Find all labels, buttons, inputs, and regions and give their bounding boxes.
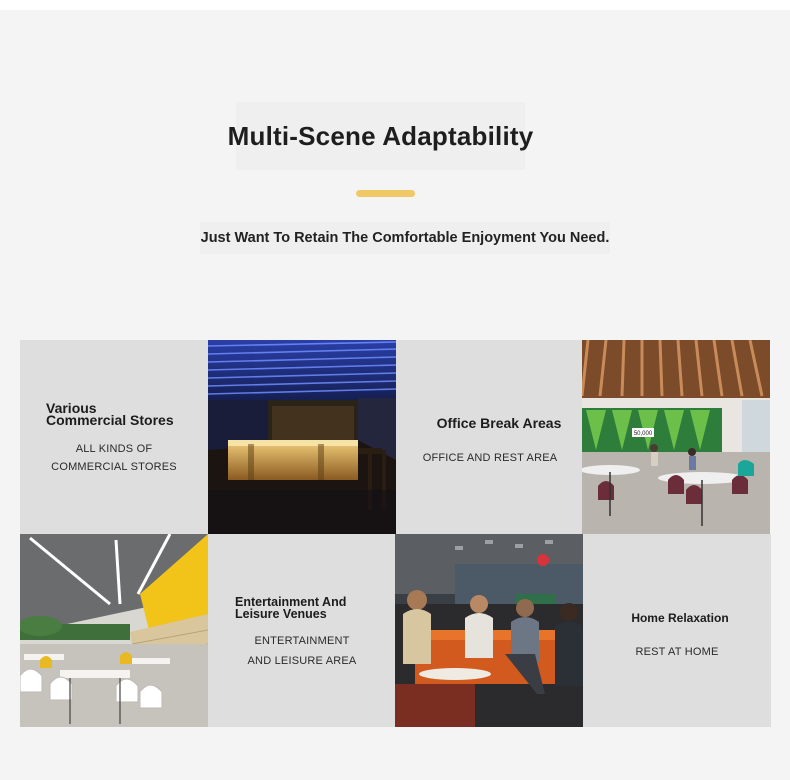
scene-grid [20, 340, 770, 727]
section-title: Multi-Scene Adaptability [227, 120, 534, 151]
scene-title-line: Leisure Venues [235, 607, 327, 621]
bar-photo [208, 340, 396, 534]
scene-subtitle-line: AND LEISURE AREA [247, 655, 357, 667]
scene-card-home [583, 534, 771, 727]
lounge-people-photo [395, 534, 583, 727]
scene-card-commercial [20, 340, 208, 534]
scene-title: Office Break Areas [436, 415, 562, 431]
scene-title-line: Commercial Stores [46, 412, 174, 428]
scene-subtitle-line: COMMERCIAL STORES [51, 461, 177, 473]
subtitle-box [200, 222, 610, 254]
scene-subtitle [208, 631, 396, 671]
scene-subtitle [20, 440, 208, 476]
scene-subtitle-line: ALL KINDS OF [75, 443, 153, 455]
scene-subtitle: OFFICE AND REST AREA [422, 452, 558, 464]
accent-divider [356, 190, 415, 197]
canteen-photo [20, 534, 208, 727]
section-subtitle: Just Want To Retain The Comfortable Enjoyment You Need. [200, 230, 610, 246]
scene-card-entertainment [208, 534, 396, 727]
sign-text: 50,000 [633, 431, 653, 437]
office-lounge-photo [582, 340, 770, 534]
scene-subtitle-line: ENTERTAINMENT [254, 635, 350, 647]
scene-title-line: Entertainment And [235, 595, 347, 609]
scene-card-office [396, 340, 584, 534]
scene-title: Home Relaxation [631, 611, 729, 625]
title-box [227, 102, 534, 170]
scene-title [235, 596, 346, 620]
scene-subtitle: REST AT HOME [635, 646, 719, 658]
scene-title [46, 402, 174, 426]
scene-title-line: Various [46, 400, 97, 416]
